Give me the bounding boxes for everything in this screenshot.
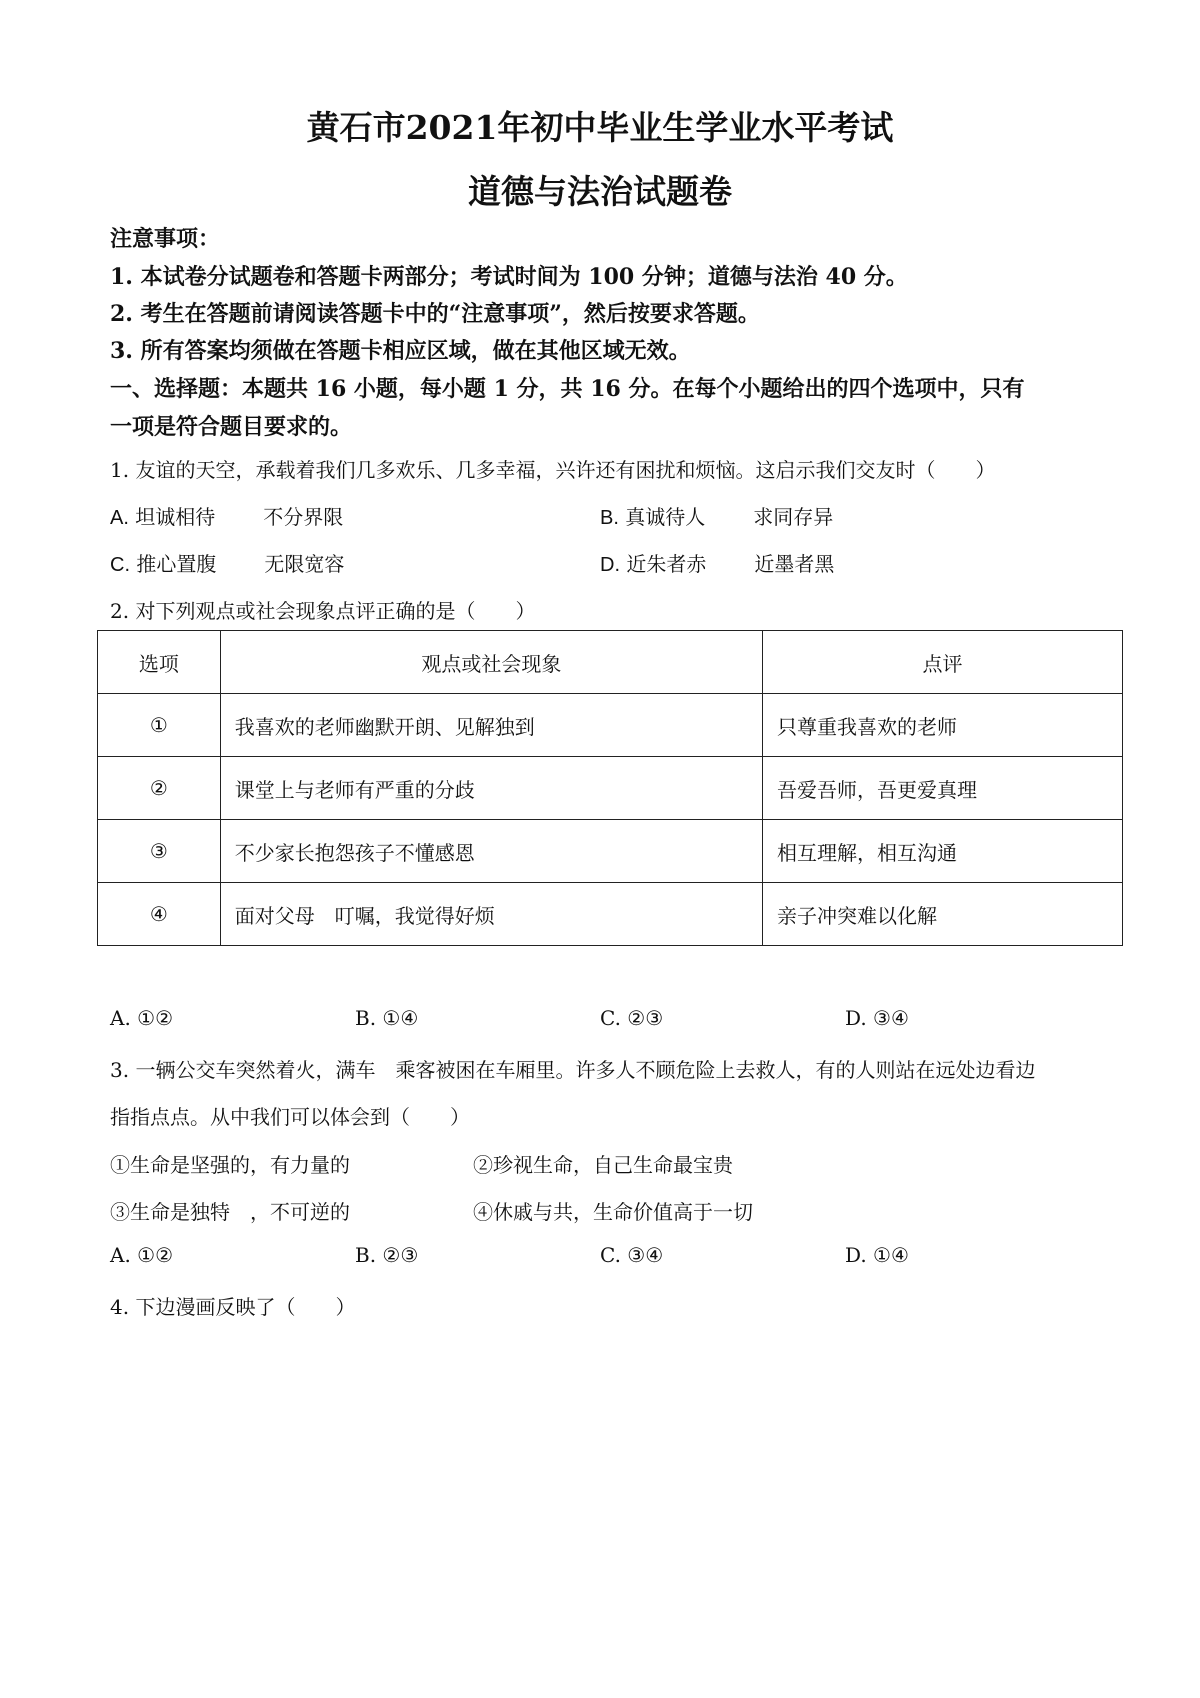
table-cell: 面对父母 叮嘱，我觉得好烦 — [220, 883, 762, 946]
q3-statement-2: ②珍视生命，自己生命最宝贵 — [473, 1153, 733, 1177]
q2-answer-a: A. ①② — [110, 1006, 174, 1030]
table-cell: ① — [98, 694, 221, 757]
table-cell: 相互理解，相互沟通 — [763, 820, 1123, 883]
table-row — [98, 883, 1123, 946]
table-header-cell: 点评 — [763, 631, 1123, 694]
q3-answer-a: A. ①② — [110, 1243, 174, 1267]
table-row — [98, 820, 1123, 883]
q4-stem: 4. 下边漫画反映了（ ） — [110, 1295, 356, 1319]
exam-title: 黄石市2021年初中毕业生学业水平考试 — [306, 108, 894, 147]
table-cell: 我喜欢的老师幽默开朗、见解独到 — [220, 694, 762, 757]
table-header-cell: 选项 — [98, 631, 221, 694]
table-header-row — [98, 631, 1123, 694]
q1-option-c — [110, 548, 344, 577]
q1-option-c-letter: C. — [110, 554, 130, 576]
table-cell: 只尊重我喜欢的老师 — [763, 694, 1123, 757]
q2-stem: 2. 对下列观点或社会现象点评正确的是（ ） — [110, 599, 536, 623]
q1-option-d — [600, 548, 834, 577]
q1-option-a — [110, 501, 343, 530]
q3-stem-line1: 3. 一辆公交车突然着火，满车 乘客被困在车厢里。许多人不顾危险上去救人，有的人则站在远处边看边 — [110, 1058, 1036, 1082]
q1-option-d-part1: 近朱者赤 — [626, 552, 707, 576]
notice-heading: 注意事项： — [110, 226, 221, 252]
q1-option-a-part2: 不分界限 — [263, 505, 344, 529]
table-cell: ② — [98, 757, 221, 820]
q2-answer-d: D. ③④ — [845, 1006, 909, 1030]
q1-option-a-letter: A. — [110, 507, 129, 529]
q1-option-b-part2: 求同存异 — [753, 505, 834, 529]
section-heading-line1: 一、选择题：本题共 16 小题，每小题 1 分，共 16 分。在每个小题给出的四个选项中，只有 — [110, 376, 1025, 402]
notice-item-2: 2. 考生在答题前请阅读答题卡中的“注意事项”，然后按要求答题。 — [110, 301, 760, 327]
table-cell: 不少家长抱怨孩子不懂感恩 — [220, 820, 762, 883]
section-heading-line2: 一项是符合题目要求的。 — [110, 414, 353, 440]
table-row — [98, 694, 1123, 757]
table-cell: 亲子冲突难以化解 — [763, 883, 1123, 946]
table-row — [98, 757, 1123, 820]
q3-stem-line2: 指指点点。从中我们可以体会到（ ） — [110, 1105, 470, 1129]
q2-answer-c: C. ②③ — [600, 1006, 664, 1030]
q3-answer-b: B. ②③ — [355, 1243, 419, 1267]
table-cell: ③ — [98, 820, 221, 883]
q3-statement-3: ③生命是独特 ，不可逆的 — [110, 1200, 350, 1224]
table-cell: ④ — [98, 883, 221, 946]
q1-option-b-part1: 真诚待人 — [625, 505, 706, 529]
table-cell: 课堂上与老师有严重的分歧 — [220, 757, 762, 820]
exam-subtitle: 道德与法治试题卷 — [468, 172, 732, 211]
q1-stem: 1. 友谊的天空，承载着我们几多欢乐、几多幸福，兴许还有困扰和烦恼。这启示我们交友时（ ） — [110, 458, 996, 482]
q1-option-b-letter: B. — [600, 507, 619, 529]
q1-option-d-part2: 近墨者黑 — [754, 552, 835, 576]
notice-item-3: 3. 所有答案均须做在答题卡相应区域，做在其他区域无效。 — [110, 338, 691, 364]
q1-option-b — [600, 501, 833, 530]
q3-answer-c: C. ③④ — [600, 1243, 664, 1267]
q3-answer-d: D. ①④ — [845, 1243, 909, 1267]
q3-statement-1: ①生命是坚强的，有力量的 — [110, 1153, 350, 1177]
q1-option-c-part1: 推心置腹 — [136, 552, 217, 576]
q1-option-a-part1: 坦诚相待 — [135, 505, 216, 529]
q3-statement-4: ④休戚与共，生命价值高于一切 — [473, 1200, 753, 1224]
q1-option-d-letter: D. — [600, 554, 620, 576]
table-cell: 吾爱吾师，吾更爱真理 — [763, 757, 1123, 820]
q2-answer-b: B. ①④ — [355, 1006, 419, 1030]
q2-table — [97, 630, 1123, 946]
q1-option-c-part2: 无限宽容 — [264, 552, 345, 576]
notice-item-1: 1. 本试卷分试题卷和答题卡两部分；考试时间为 100 分钟；道德与法治 40 分。 — [110, 264, 908, 290]
table-header-cell: 观点或社会现象 — [220, 631, 762, 694]
